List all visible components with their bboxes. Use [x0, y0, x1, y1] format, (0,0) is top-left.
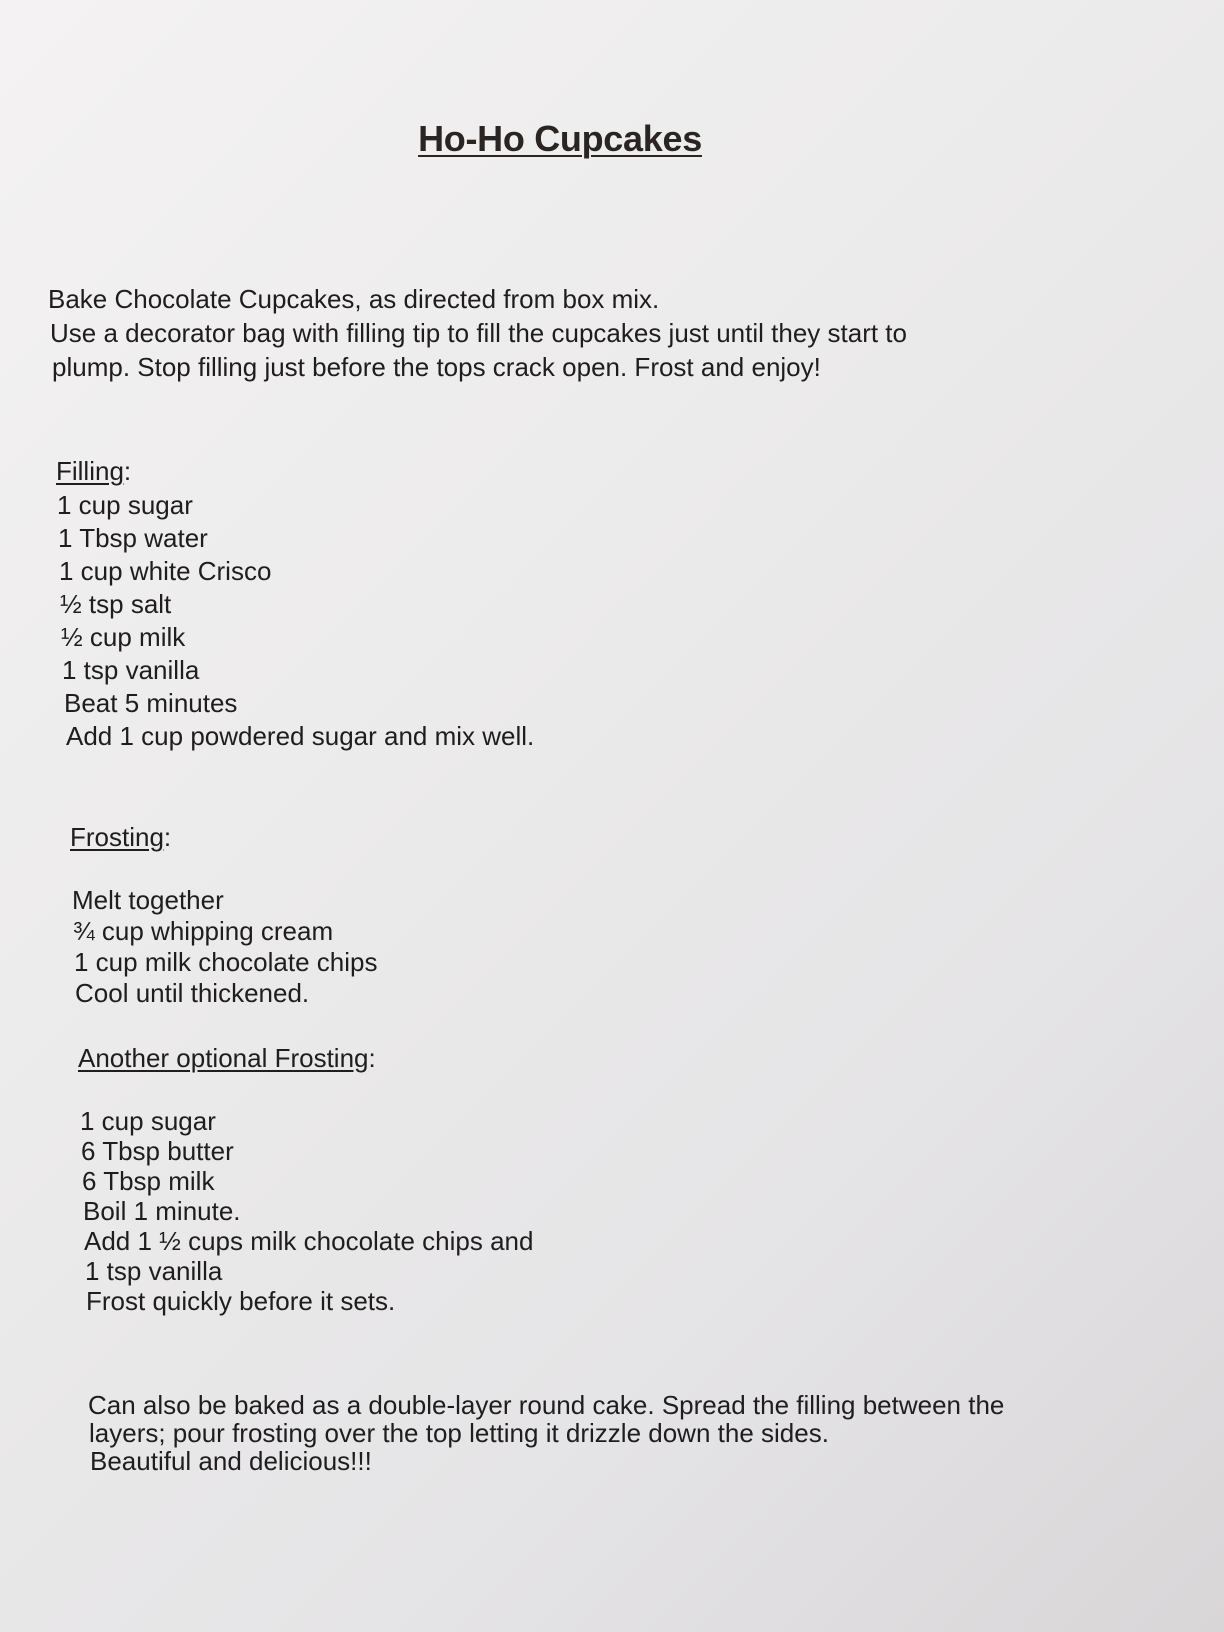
optional-frosting-heading-text: Another optional Frosting [78, 1043, 369, 1073]
optional-frosting-line: 6 Tbsp milk [82, 1166, 215, 1196]
frosting-line: 1 cup milk chocolate chips [74, 947, 378, 977]
filling-line: ½ cup milk [61, 622, 186, 652]
optional-frosting-line: Add 1 ½ cups milk chocolate chips and [84, 1226, 534, 1256]
frosting-line: ¾ cup whipping cream [73, 916, 334, 946]
optional-frosting-line: 1 cup sugar [80, 1106, 216, 1136]
filling-line: 1 Tbsp water [58, 523, 208, 553]
filling-line: 1 tsp vanilla [62, 655, 200, 685]
optional-frosting-line: 1 tsp vanilla [85, 1256, 223, 1286]
optional-frosting-line: 6 Tbsp butter [81, 1136, 234, 1166]
frosting-heading-colon: : [163, 822, 172, 852]
optional-frosting-line: Frost quickly before it sets. [86, 1286, 396, 1316]
frosting-line: Cool until thickened. [75, 978, 310, 1008]
intro-line: plump. Stop filling just before the tops crack open. Frost and enjoy! [52, 352, 821, 382]
frosting-heading-text: Frosting [70, 822, 164, 852]
optional-frosting-heading-colon: : [368, 1043, 376, 1073]
closing-line: layers; pour frosting over the top letting it drizzle down the sides. [89, 1418, 829, 1448]
filling-heading [56, 456, 131, 486]
closing-line: Can also be baked as a double-layer round cake. Spread the filling between the [88, 1390, 1005, 1420]
optional-frosting-heading [78, 1043, 376, 1073]
intro-line: Bake Chocolate Cupcakes, as directed from box mix. [48, 284, 660, 314]
optional-frosting-line: Boil 1 minute. [83, 1196, 241, 1226]
filling-line: Add 1 cup powdered sugar and mix well. [66, 721, 535, 751]
filling-line: Beat 5 minutes [64, 688, 238, 718]
filling-heading-colon: : [123, 456, 132, 486]
filling-line: 1 cup sugar [57, 490, 193, 520]
filling-heading-text: Filling [56, 456, 124, 486]
filling-line: 1 cup white Crisco [59, 556, 272, 586]
frosting-line: Melt together [72, 885, 224, 915]
intro-line: Use a decorator bag with filling tip to fill the cupcakes just until they start to [50, 318, 907, 348]
frosting-heading [70, 822, 171, 852]
page-title: Ho-Ho Cupcakes [418, 118, 702, 159]
closing-line: Beautiful and delicious!!! [90, 1446, 372, 1476]
filling-line: ½ tsp salt [60, 589, 172, 619]
